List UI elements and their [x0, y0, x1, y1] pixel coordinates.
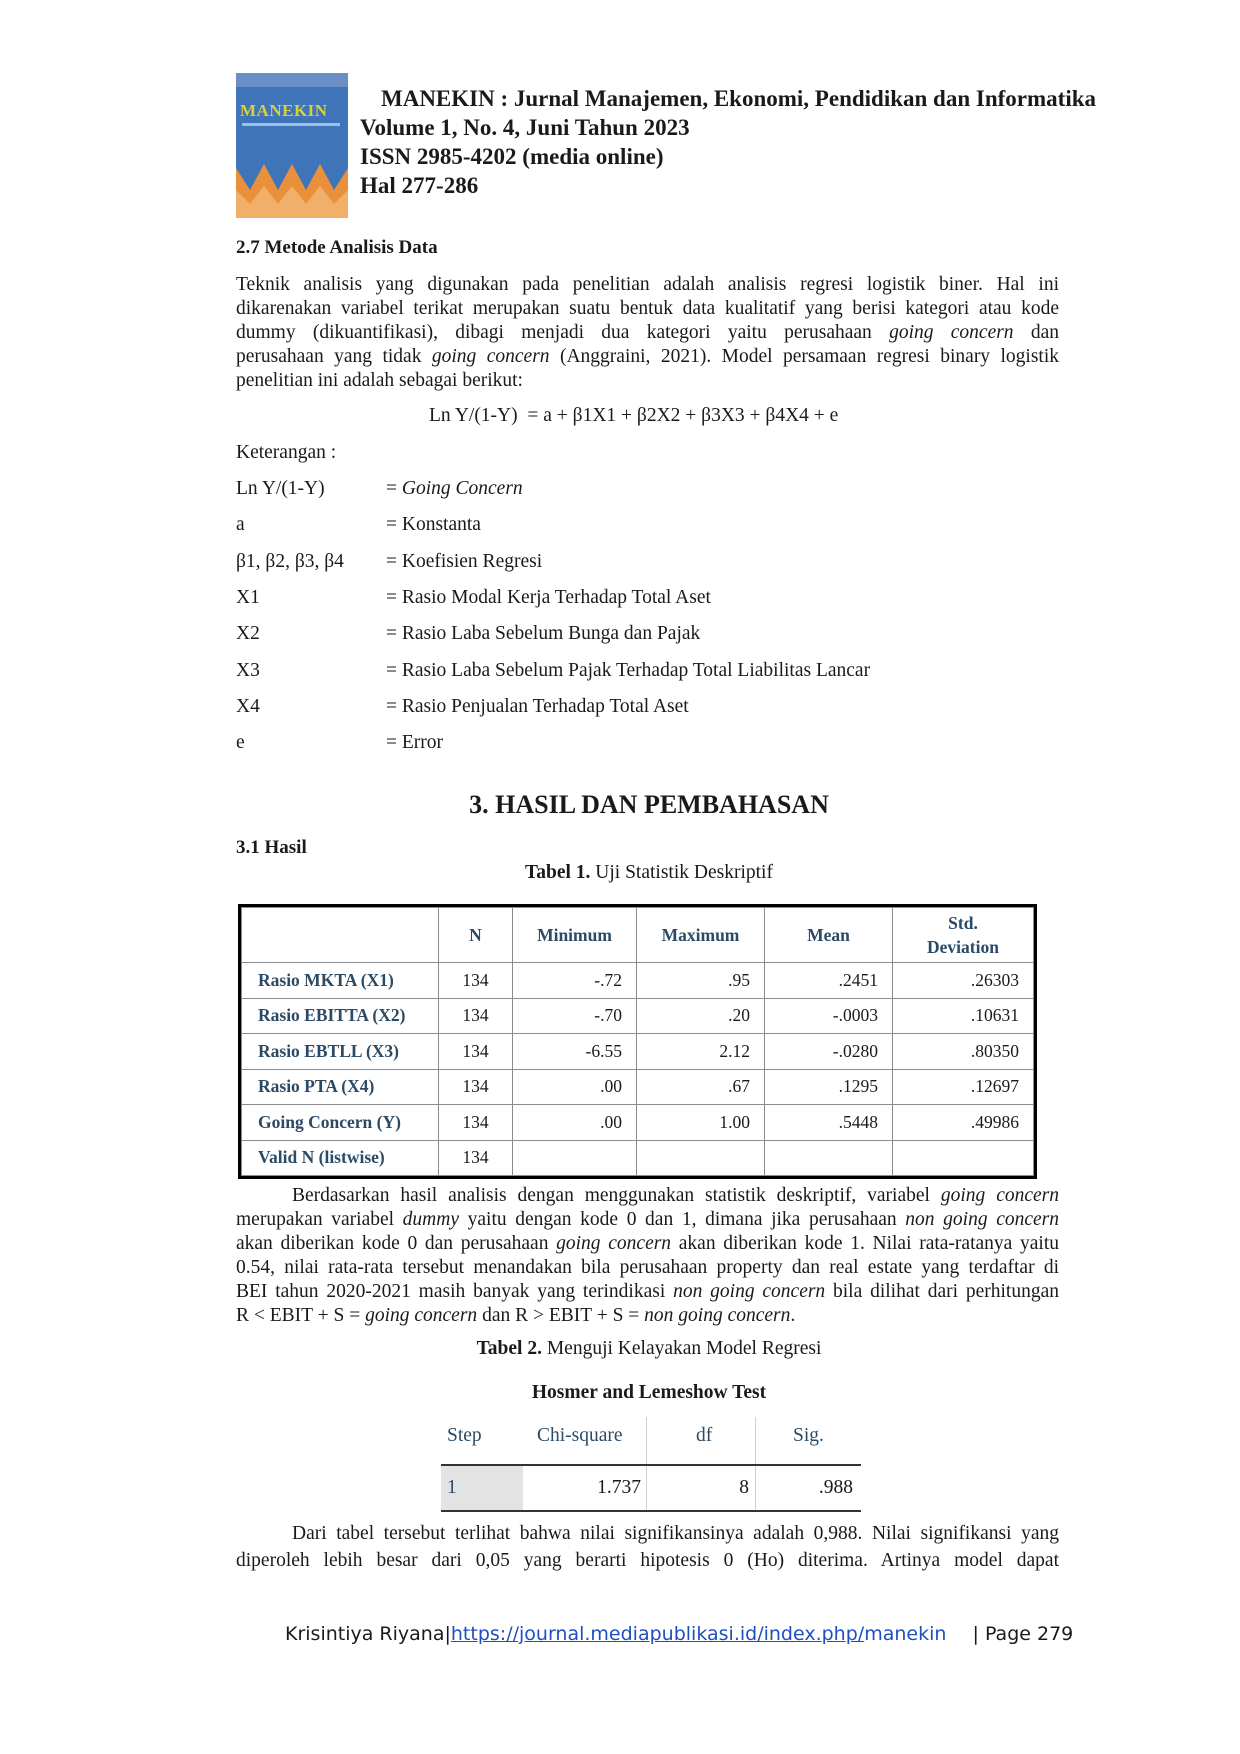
definition-text: = Konstanta [386, 514, 481, 535]
text-run: perusahaan yang tidak going concern (Anggraini, 2021). Model persamaan regresi binary logistik [236, 346, 1059, 367]
table-header-cell: Mean [765, 908, 893, 963]
footer-author: Krisintiya Riyana [285, 1623, 445, 1645]
table-row [242, 1069, 1034, 1105]
paragraph-line: dikarenakan variabel terikat merupakan suatu bentuk data kualitatif yang berisi kategori atau kode [236, 298, 1059, 319]
table-cell: -.0003 [765, 998, 893, 1034]
definition-term: X1 [236, 587, 260, 608]
row-label: Rasio EBTLL (X3) [242, 1034, 439, 1070]
table-cell: 8 [739, 1477, 749, 1498]
definition-term: e [236, 732, 245, 753]
table-cell: .67 [637, 1069, 765, 1105]
table2-caption [0, 1338, 1240, 1360]
definition-term: β1, β2, β3, β4 [236, 551, 344, 572]
table-cell: .1295 [765, 1069, 893, 1105]
table-row [242, 1140, 1034, 1176]
table-cell: 134 [439, 1140, 513, 1176]
definition-term: Ln Y/(1-Y) [236, 478, 325, 499]
table-cell: .988 [818, 1477, 853, 1498]
table-cell: 1.737 [597, 1477, 641, 1498]
method-paragraph [236, 273, 1059, 393]
table-cell: -.72 [513, 963, 637, 999]
paragraph-line: Dari tabel tersebut terlihat bahwa nilai signifikansinya adalah 0,988. Nilai signifikansi yang [292, 1523, 1059, 1544]
table-cell: .49986 [893, 1105, 1034, 1141]
row-label: Rasio MKTA (X1) [242, 963, 439, 999]
table-cell: -.0280 [765, 1034, 893, 1070]
table-cell: 134 [439, 963, 513, 999]
definition-text: = Rasio Penjualan Terhadap Total Aset [386, 696, 689, 717]
footer-journal-link[interactable]: https://journal.mediapublikasi.id/index.php/ [450, 1623, 865, 1645]
paragraph-line: R < EBIT + S = going concern dan R > EBIT + S = non going concern. [236, 1305, 796, 1326]
paragraph-line: akan diberikan kode 0 dan perusahaan going concern akan diberikan kode 1. Nilai rata-ratanya yaitu [236, 1233, 1059, 1254]
table-row [242, 1034, 1034, 1070]
row-label: Rasio EBITTA (X2) [242, 998, 439, 1034]
table-cell [893, 1140, 1034, 1176]
table-cell: 134 [439, 998, 513, 1034]
footer-page-number: | Page 279 [972, 1623, 1074, 1645]
table-header-row [242, 908, 1034, 963]
table-cell: .2451 [765, 963, 893, 999]
table-cell: .00 [513, 1069, 637, 1105]
footer-separator: | [444, 1623, 451, 1645]
definition-term: a [236, 514, 245, 535]
significance-paragraph [236, 1520, 1059, 1574]
paragraph-line [236, 345, 1059, 369]
table2-caption-text: Menguji Kelayakan Model Regresi [541, 1338, 822, 1359]
definition-text: = Rasio Modal Kerja Terhadap Total Aset [386, 587, 711, 608]
paragraph-line: penelitian ini adalah sebagai berikut: [236, 370, 523, 391]
definition-text: = Rasio Laba Sebelum Bunga dan Pajak [386, 623, 701, 644]
journal-issn: ISSN 2985-4202 (media online) [360, 144, 664, 169]
table-header-cell: Minimum [513, 908, 637, 963]
table2-title: Hosmer and Lemeshow Test [531, 1382, 767, 1403]
table-cell: .95 [637, 963, 765, 999]
footer-rule [441, 1510, 861, 1512]
paragraph-line: diperoleh lebih besar dari 0,05 yang berarti hipotesis 0 (Ho) diterima. Artinya model dapat [236, 1550, 1059, 1571]
table-cell: .5448 [765, 1105, 893, 1141]
table-cell: -.70 [513, 998, 637, 1034]
table2-caption-label: Tabel 2. [476, 1338, 542, 1359]
regression-equation: Ln Y/(1-Y) = a + β1X1 + β2X2 + β3X3 + β4X4 + e [429, 405, 839, 426]
definition-text: = Going Concern [386, 478, 523, 499]
table-header-cell: Maximum [637, 908, 765, 963]
cover-title: MANEKIN [240, 101, 328, 120]
descriptive-paragraph [236, 1184, 1059, 1328]
section-heading-3: 3. HASIL DAN PEMBAHASAN [469, 790, 829, 819]
column-divider [755, 1466, 756, 1510]
section-heading-3-1: 3.1 Hasil [236, 837, 307, 858]
table-cell: .20 [637, 998, 765, 1034]
table-header-cell: Chi-square [537, 1425, 623, 1446]
paragraph-line: Teknik analisis yang digunakan pada penelitian adalah analisis regresi logistik biner. Hal ini [236, 274, 1059, 295]
table1-caption [0, 862, 1240, 884]
page-footer [285, 1623, 1073, 1645]
table-cell: 134 [439, 1034, 513, 1070]
table-cell: 134 [439, 1069, 513, 1105]
row-label: Going Concern (Y) [242, 1105, 439, 1141]
table-cell: 1.00 [637, 1105, 765, 1141]
table-header-cell: N [439, 908, 513, 963]
table-header-cell: Step [447, 1425, 482, 1446]
table-row [242, 998, 1034, 1034]
definition-term: X3 [236, 660, 260, 681]
section-heading-2-7: 2.7 Metode Analisis Data [236, 237, 438, 258]
table-header-cell: Sig. [793, 1425, 824, 1446]
footer-url-tail: manekin [864, 1623, 947, 1645]
column-divider [646, 1466, 647, 1510]
table-header-cell: Std. Deviation [893, 908, 1034, 963]
row-label: Rasio PTA (X4) [242, 1069, 439, 1105]
hosmer-lemeshow-table [441, 1417, 861, 1517]
table-cell: -6.55 [513, 1034, 637, 1070]
definition-term: X2 [236, 623, 260, 644]
paragraph-line: merupakan variabel dummy yaitu dengan kode 0 dan 1, dimana jika perusahaan non going concern [236, 1209, 1059, 1230]
text-run: dummy (dikuantifikasi), dibagi menjadi dua kategori yaitu perusahaan going concern dan [236, 322, 1059, 343]
table-row [242, 963, 1034, 999]
journal-pages: Hal 277-286 [360, 173, 479, 198]
table-cell: .00 [513, 1105, 637, 1141]
paragraph-line: BEI tahun 2020-2021 masih banyak yang terindikasi non going concern bila dilihat dari perhitungan [236, 1281, 1059, 1302]
table-cell [765, 1140, 893, 1176]
column-divider [755, 1417, 756, 1464]
table-cell [637, 1140, 765, 1176]
column-divider [646, 1417, 647, 1464]
table-cell: .80350 [893, 1034, 1034, 1070]
definition-text: = Koefisien Regresi [386, 551, 543, 572]
paragraph-line: 0.54, nilai rata-rata tersebut menandakan bila perusahaan property dan real estate yang terdaftar di [236, 1257, 1059, 1278]
keterangan-label: Keterangan : [236, 442, 337, 463]
table-cell: .26303 [893, 963, 1034, 999]
row-label: Valid N (listwise) [242, 1140, 439, 1176]
descriptive-statistics-table [238, 904, 1037, 1179]
table-cell: 2.12 [637, 1034, 765, 1070]
journal-volume: Volume 1, No. 4, Juni Tahun 2023 [360, 115, 690, 140]
table-row [242, 1105, 1034, 1141]
table-cell: 134 [439, 1105, 513, 1141]
paragraph-line [236, 321, 1059, 345]
table-cell: .12697 [893, 1069, 1034, 1105]
table1-caption-text: Uji Statistik Deskriptif [590, 862, 773, 883]
table-header-cell [242, 908, 439, 963]
table-header-cell: df [696, 1425, 713, 1446]
paragraph-line: Berdasarkan hasil analisis dengan menggunakan statistik deskriptif, variabel going concern [292, 1185, 1059, 1206]
table-cell: .10631 [893, 998, 1034, 1034]
journal-title: MANEKIN : Jurnal Manajemen, Ekonomi, Pendidikan dan Informatika [381, 86, 1096, 111]
row-label: 1 [447, 1477, 457, 1498]
table1-caption-label: Tabel 1. [525, 862, 591, 883]
table-cell [513, 1140, 637, 1176]
definition-text: = Error [386, 732, 444, 753]
definition-term: X4 [236, 696, 260, 717]
journal-cover-image [236, 73, 348, 218]
definition-text: = Rasio Laba Sebelum Pajak Terhadap Total Liabilitas Lancar [386, 660, 871, 681]
